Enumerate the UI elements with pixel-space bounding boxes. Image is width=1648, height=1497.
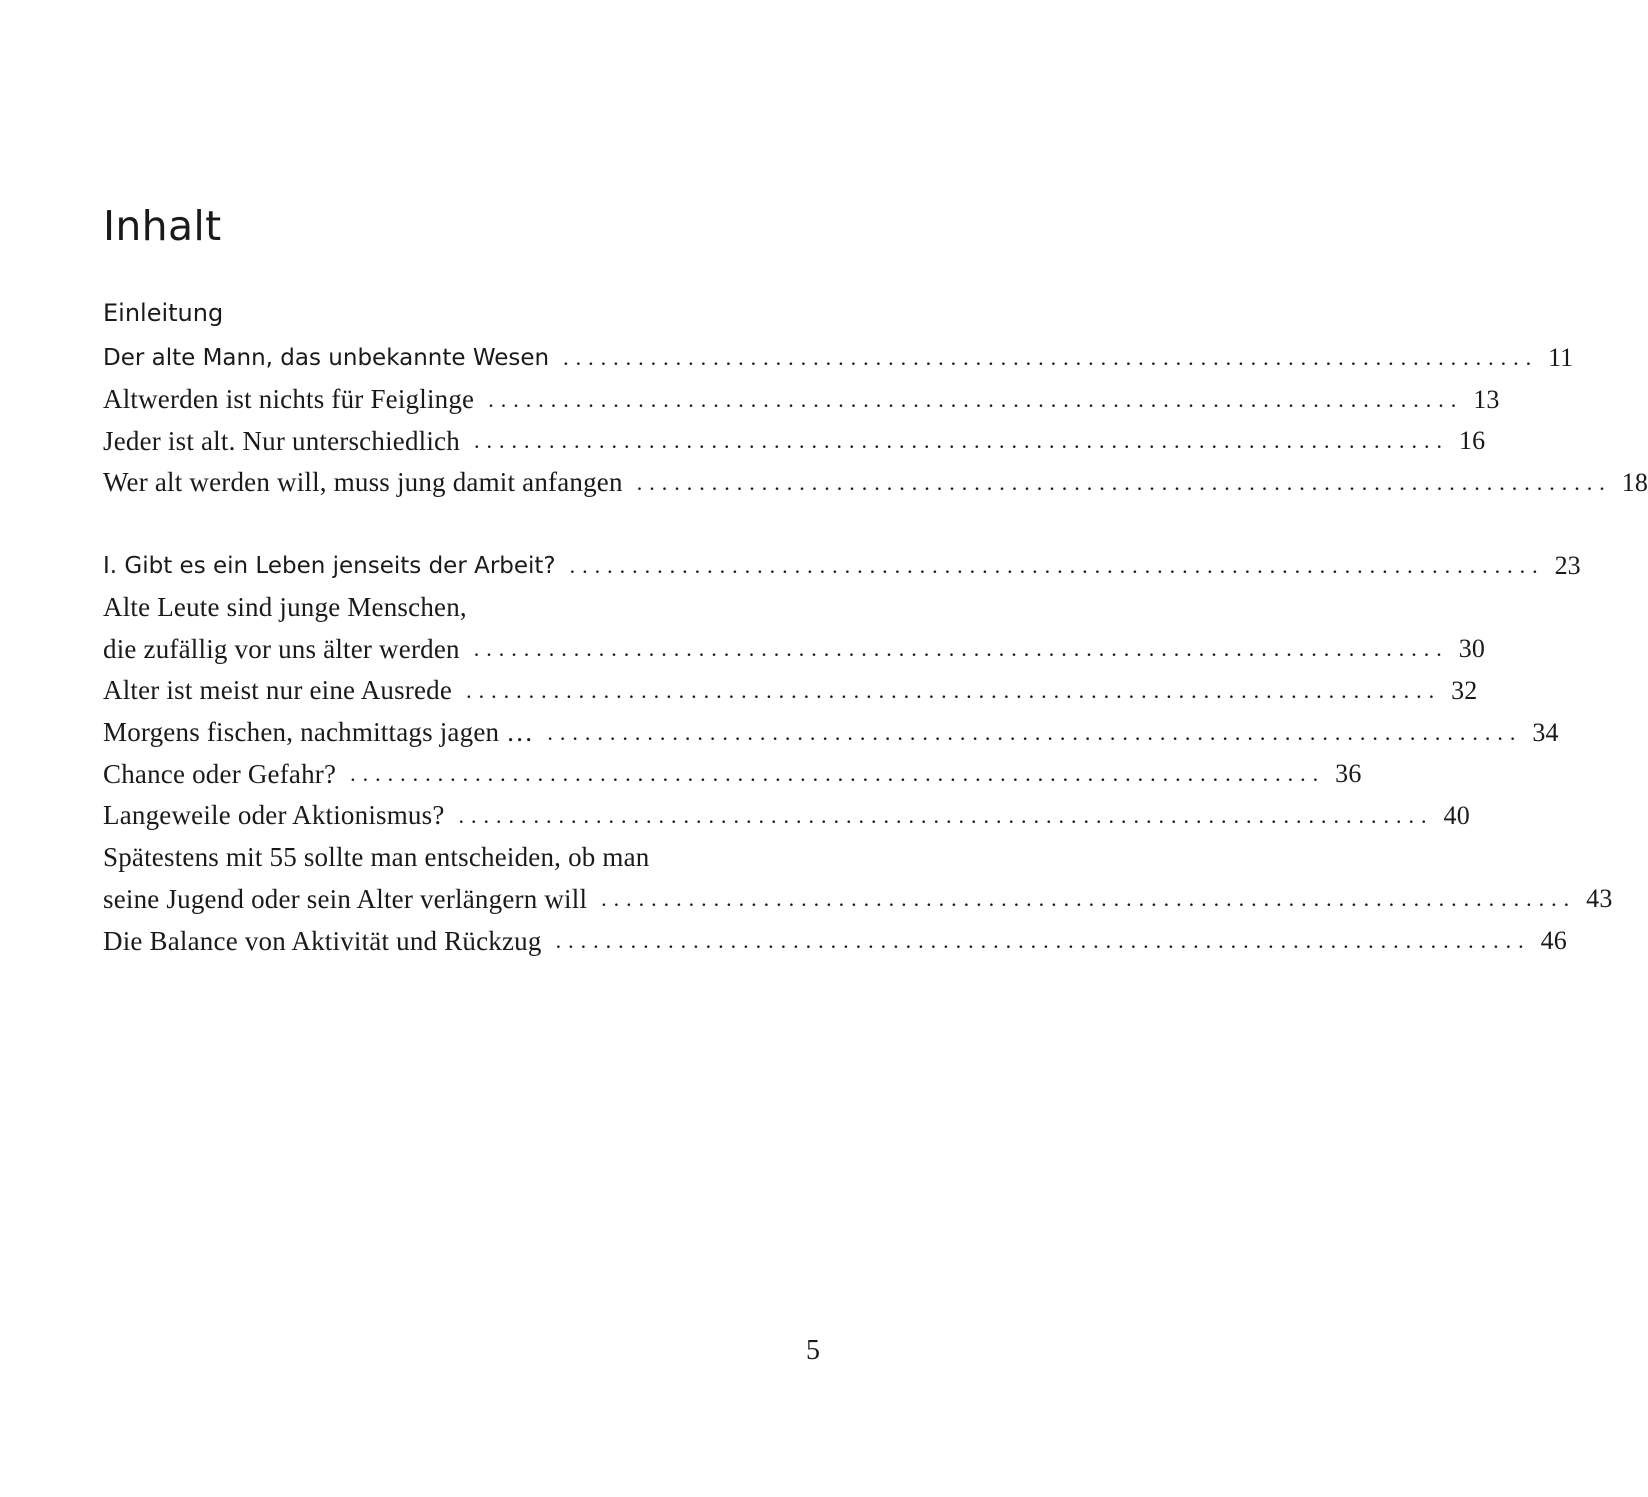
toc-entry-title: Altwerden ist nichts für Feiglinge [103,384,475,415]
section-label-einleitung: Einleitung [103,299,224,327]
toc-entry[interactable] [103,462,1648,504]
toc-entry[interactable] [103,379,1500,421]
toc-entry[interactable] [103,795,1470,837]
toc-entry[interactable] [103,879,1613,921]
toc-entry-title-line1: Alte Leute sind junge Menschen, [103,592,467,623]
dot-leader: .............................................................................. [547,719,1523,745]
toc-entry[interactable] [103,670,1478,712]
page-number: 5 [806,1335,820,1366]
toc-entry-title: Wer alt werden will, muss jung damit anfangen [103,467,623,498]
dot-leader: .............................................................................. [555,928,1531,954]
toc-entry-title: seine Jugend oder sein Alter verlängern will [103,883,588,914]
toc-page-number: 40 [1443,800,1470,830]
toc-chapter-heading[interactable] [103,545,1581,587]
toc-entry-title: Alter ist meist nur eine Ausrede [103,675,453,706]
toc-section-chapter-1 [103,545,1613,962]
toc-page-number: 23 [1554,550,1581,580]
toc-entry[interactable] [103,712,1559,754]
dot-leader: .............................................................................. [466,677,1442,703]
toc-page-number: 36 [1335,759,1362,789]
dot-leader: .............................................................................. [636,469,1612,495]
dot-leader: .............................................................................. [473,428,1449,454]
dot-leader: .............................................................................. [569,552,1545,578]
toc-entry[interactable] [103,753,1362,795]
toc-page-number: 18 [1621,467,1648,497]
toc-entry-line1[interactable] [103,837,819,879]
dot-leader: .............................................................................. [458,802,1434,828]
toc-entry-line1[interactable] [103,587,819,629]
dot-leader: .............................................................................. [350,761,1326,787]
toc-entry-title-line1: Spätestens mit 55 sollte man entscheiden, ob man [103,842,650,873]
dot-leader: .............................................................................. [473,636,1449,662]
toc-section-intro [103,337,1648,504]
dot-leader: .............................................................................. [563,344,1539,370]
toc-entry-title: die zufällig vor uns älter werden [103,633,460,664]
toc-page-number: 11 [1548,342,1574,372]
toc-page-number: 30 [1458,634,1486,664]
toc-entry-title: Chance oder Gefahr? [103,758,337,789]
dot-leader: .............................................................................. [488,386,1464,412]
toc-page-number: 13 [1473,384,1500,414]
toc-entry[interactable] [103,337,1574,379]
toc-page-number: 16 [1458,426,1486,456]
toc-page-number: 34 [1532,717,1559,747]
toc-entry-title: Morgens fischen, nachmittags jagen … [103,717,534,748]
toc-page-number: 46 [1540,926,1567,956]
toc-entry-title: I. Gibt es ein Leben jenseits der Arbeit? [103,552,556,579]
toc-entry-title: Der alte Mann, das unbekannte Wesen [103,344,550,371]
toc-entry[interactable] [103,920,1567,962]
dot-leader: .............................................................................. [601,886,1577,912]
toc-page-number: 32 [1451,675,1478,705]
toc-entry-title: Die Balance von Aktivität und Rückzug [103,925,542,956]
toc-entry[interactable] [103,420,1486,462]
toc-entry-title: Jeder ist alt. Nur unterschiedlich [103,425,460,456]
page-title: Inhalt [103,202,222,250]
toc-entry-title: Langeweile oder Aktionismus? [103,800,445,831]
toc-entry[interactable] [103,628,1486,670]
toc-page-number: 43 [1586,884,1613,914]
